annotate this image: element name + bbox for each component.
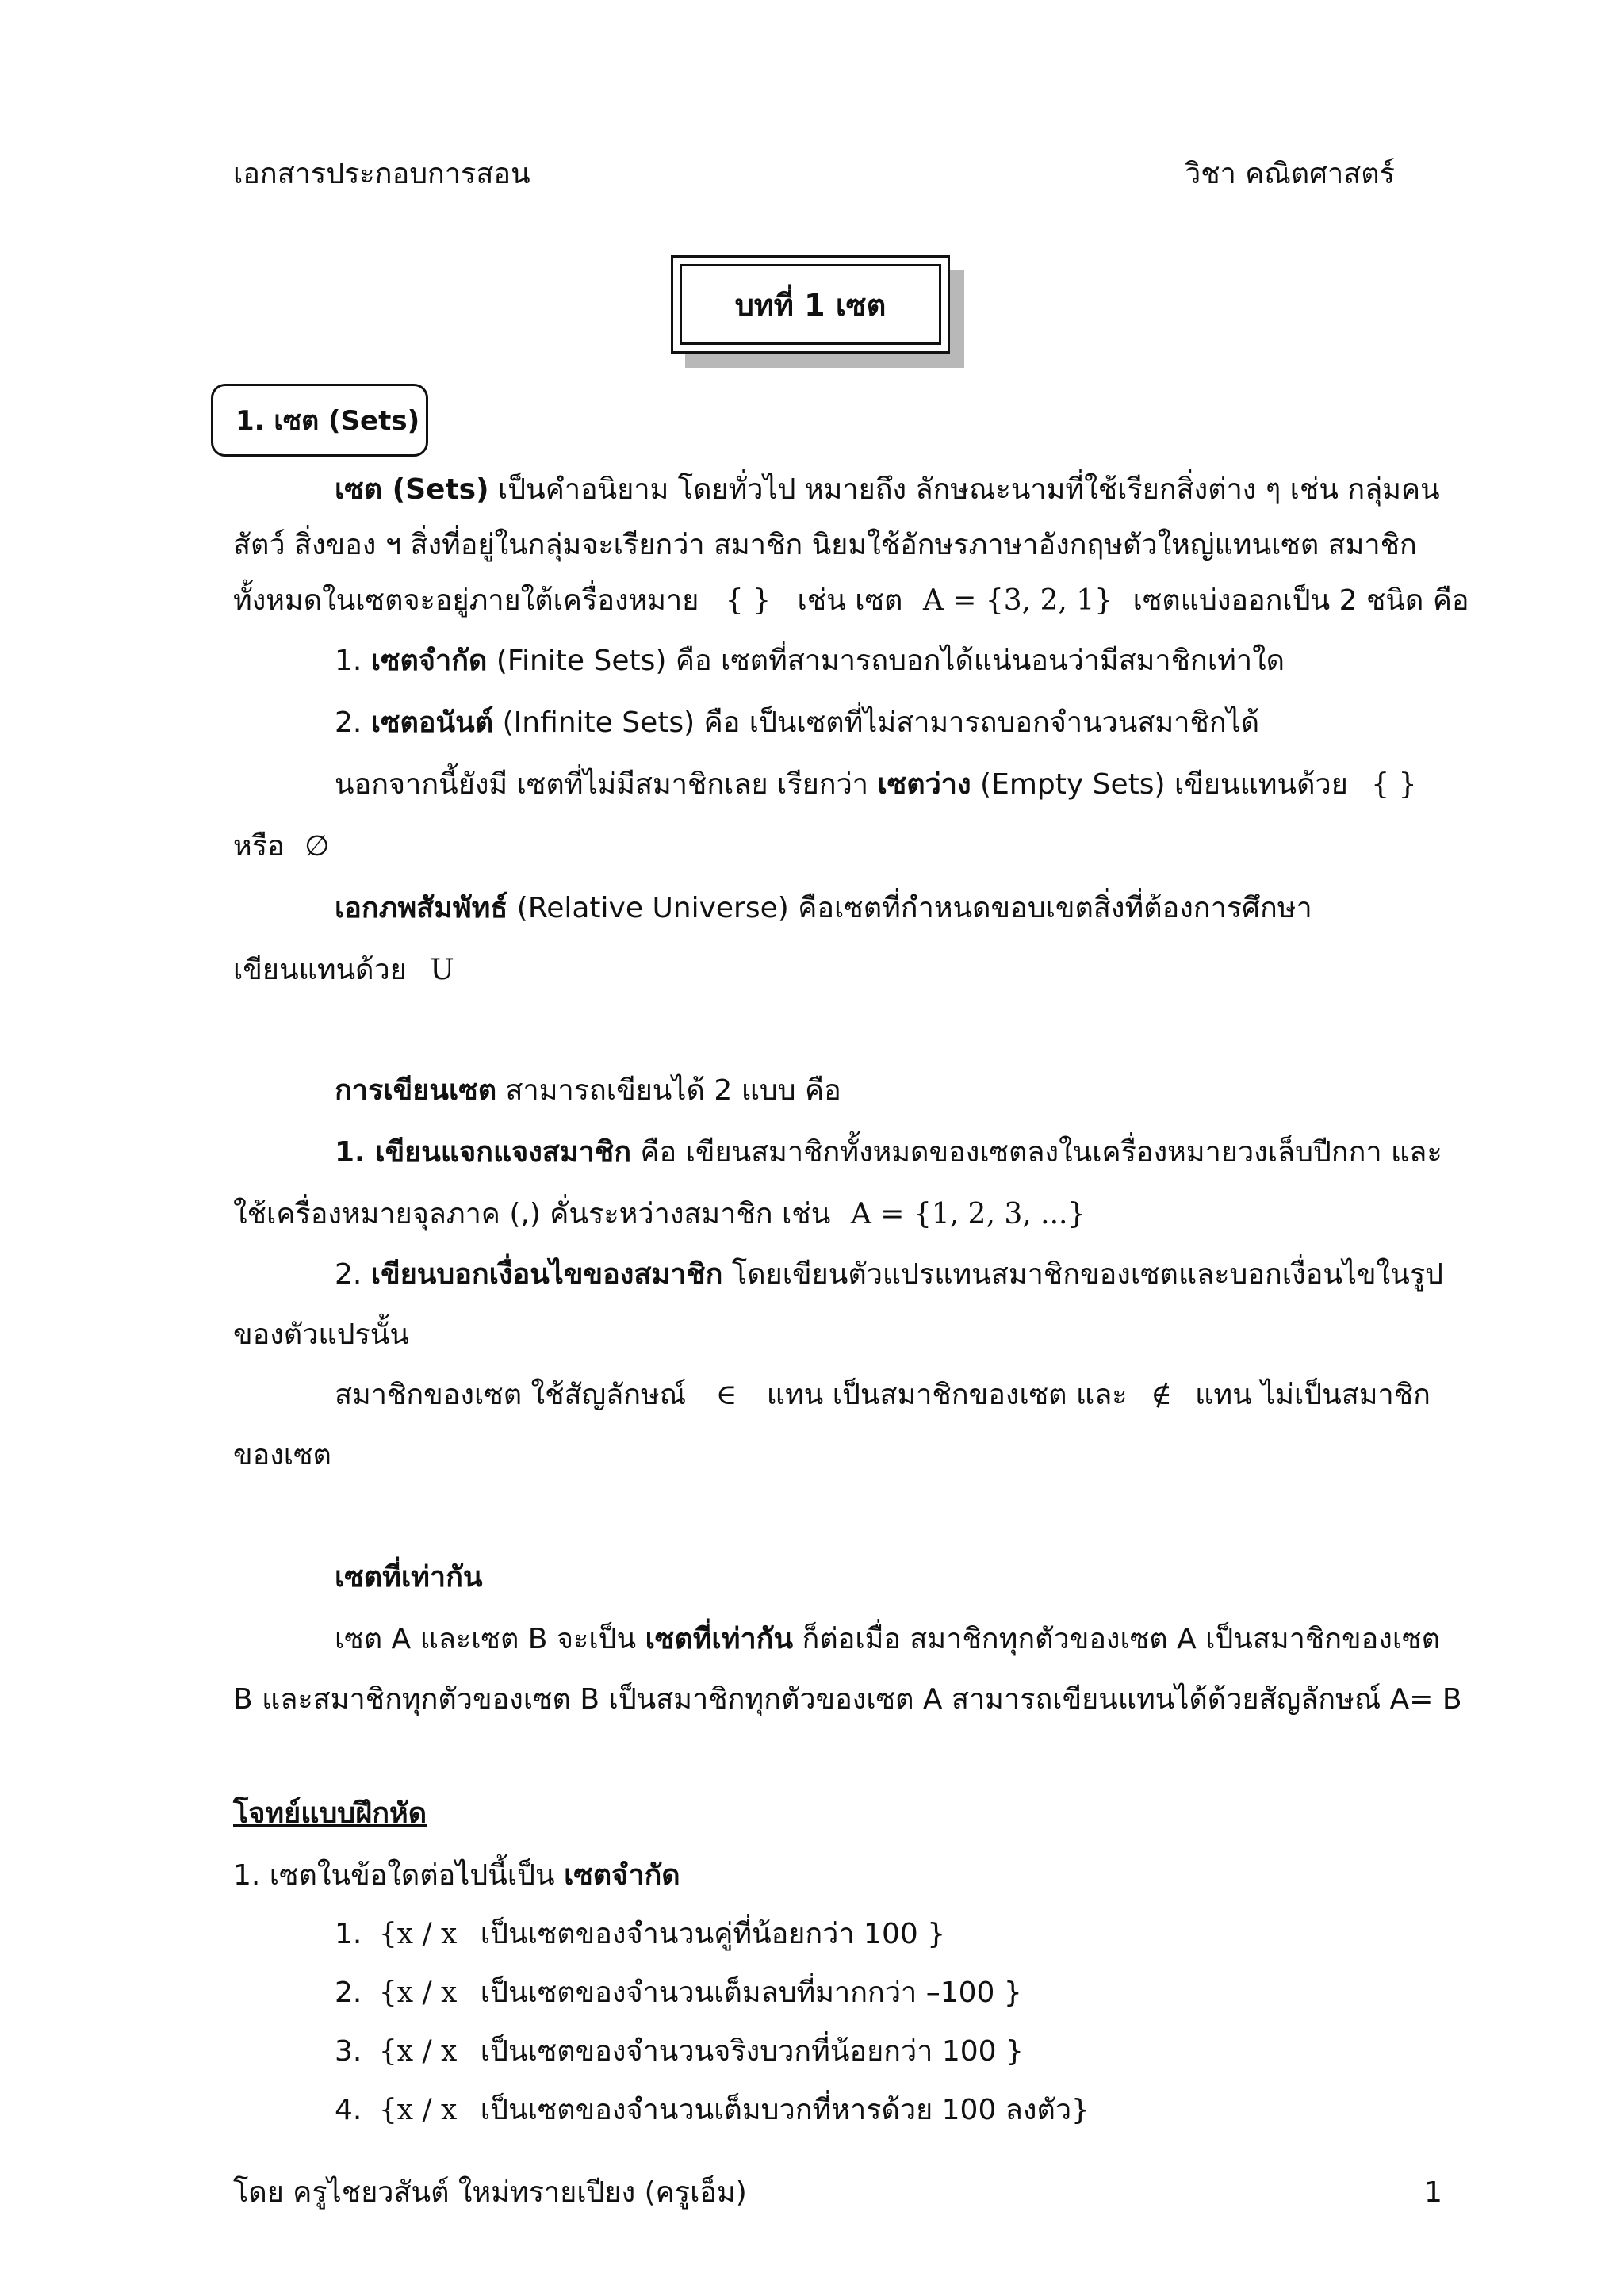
membership-text-b: แทน เป็นสมาชิกของเซต และ [766,1379,1128,1411]
infinite-set-line [335,704,1259,742]
def-line-3a: ทั้งหมดในเซตจะอยู่ภายใต้เครื่องหมาย [233,584,699,617]
option-num: 1. [335,1918,362,1950]
section-title: 1. เซต (Sets) [236,405,420,437]
method-2-text: โดยเขียนตัวแปรแทนสมาชิกของเซตและบอกเงื่อนไขในรูป [722,1258,1444,1291]
empty-or: หรือ [233,830,285,863]
not-element-of-symbol: ∉ [1151,1379,1172,1411]
universe-line-2 [233,951,454,989]
option-math: {x / x [378,2035,458,2068]
equal-text-b: ก็ต่อเมื่อ สมาชิกทุกตัวของเซต A เป็นสมาชิกของเซต [793,1623,1440,1655]
method-1-line [335,1134,1442,1172]
footer-author: โดย ครูไชยวสันต์ ใหม่ทรายเปียง (ครูเอ็ม) [233,2176,747,2209]
membership-line-2: ของเซต [233,1439,331,1471]
option-2 [335,1974,1022,2012]
empty-text-b: (Empty Sets) เขียนแทนด้วย [971,768,1348,801]
infinite-term: เซตอนันต์ [370,706,494,739]
equal-line-1 [335,1621,1440,1659]
def-term: เซต (Sets) [335,473,489,506]
writing-term: การเขียนเซต [335,1074,497,1107]
option-math: {x / x [378,2094,458,2126]
empty-text-a: นอกจากนี้ยังมี เซตที่ไม่มีสมาชิกเลย เรียกว่า [335,768,878,801]
def-line-3 [233,582,1469,620]
infinite-num: 2. [335,706,371,739]
option-text: เป็นเซตของจำนวนเต็มบวกที่หารด้วย 100 ลงตัว} [480,2094,1090,2126]
option-math: {x / x [378,1918,458,1950]
empty-set-symbol: ∅ [304,830,330,863]
chapter-box-inner [680,264,941,345]
method-1-text: คือ เขียนสมาชิกทั้งหมดของเซตลงในเครื่องหมายวงเล็บปีกกา และ [631,1136,1442,1169]
braces-symbol: { } [725,584,772,617]
membership-text-a: สมาชิกของเซต ใช้สัญลักษณ์ [335,1379,687,1411]
finite-text: (Finite Sets) คือ เซตที่สามารถบอกได้แน่นอนว่ามีสมาชิกเท่าใด [487,645,1285,677]
finite-term: เซตจำกัด [370,645,488,677]
element-of-symbol: ∈ [715,1379,737,1411]
finite-num: 1. [335,645,371,677]
def-line-2: สัตว์ สิ่งของ ฯ สิ่งที่อยู่ในกลุ่มจะเรียกว่า สมาชิก นิยมใช้อักษรภาษาอังกฤษตัวใหญ่แทนเซต สมาชิก [233,529,1417,561]
equal-term: เซตที่เท่ากัน [645,1623,794,1655]
option-text: เป็นเซตของจำนวนจริงบวกที่น้อยกว่า 100 } [480,2035,1024,2068]
empty-braces: { } [1371,768,1417,801]
option-text: เป็นเซตของจำนวนเต็มลบที่มากกว่า –100 } [480,1976,1022,2009]
membership-line [335,1376,1431,1414]
universe-text: (Relative Universe) คือเซตที่กำหนดขอบเขตสิ่งที่ต้องการศึกษา [508,892,1312,924]
universe-symbol: U [430,954,454,986]
infinite-text: (Infinite Sets) คือ เป็นเซตที่ไม่สามารถบอกจำนวนสมาชิกได้ [493,706,1260,739]
header-left: เอกสารประกอบการสอน [233,158,530,190]
option-num: 2. [335,1976,362,2009]
equal-text-a: เซต A และเซต B จะเป็น [335,1623,645,1655]
universe-term: เอกภพสัมพัทธ์ [335,892,508,924]
writing-heading [335,1072,841,1110]
option-text: เป็นเซตของจำนวนคู่ที่น้อยกว่า 100 } [480,1918,946,1950]
method-2-term: เขียนบอกเงื่อนไขของสมาชิก [370,1258,723,1291]
def-text: เป็นคำอนิยาม โดยทั่วไป หมายถึง ลักษณะนามที่ใช้เรียกสิ่งต่าง ๆ เช่น กลุ่มคน [488,473,1440,506]
option-math: {x / x [378,1976,458,2009]
option-3 [335,2033,1024,2071]
method-1-example: A = {1, 2, 3, ...} [850,1198,1086,1230]
question-1 [233,1857,680,1895]
option-4 [335,2091,1090,2130]
method-1-text-2: ใช้เครื่องหมายจุลภาค (,) คั่นระหว่างสมาชิก เช่น [233,1198,831,1230]
def-line-3b: เช่น เซต [797,584,903,617]
method-2-num: 2. [335,1258,371,1291]
empty-set-line-2 [233,828,330,866]
set-example: A = {3, 2, 1} [922,584,1113,617]
def-line-3c: เซตแบ่งออกเป็น 2 ชนิด คือ [1132,584,1469,617]
option-num: 4. [335,2094,362,2126]
method-2-line [335,1256,1443,1294]
finite-set-line [335,642,1285,680]
empty-term: เซตว่าง [877,768,971,801]
question-1-text: 1. เซตในข้อใดต่อไปนี้เป็น [233,1859,565,1892]
chapter-title: บทที่ 1 เซต [734,287,887,323]
equal-heading-text: เซตที่เท่ากัน [335,1561,483,1594]
exercise-heading [233,1795,427,1833]
option-1 [335,1915,945,1954]
option-num: 3. [335,2035,362,2068]
page-number: 1 [1424,2176,1442,2209]
question-1-term: เซตจำกัด [564,1859,680,1892]
chapter-box [671,255,950,354]
writing-text: สามารถเขียนได้ 2 แบบ คือ [496,1074,841,1107]
section-title-box [211,384,428,457]
membership-text-c: แทน ไม่เป็นสมาชิก [1195,1379,1431,1411]
empty-set-line [335,766,1417,804]
header-right: วิชา คณิตศาสตร์ [1185,158,1395,190]
equal-line-2: B และสมาชิกทุกตัวของเซต B เป็นสมาชิกทุกตัวของเซต A สามารถเขียนแทนได้ด้วยสัญลักษณ์ A= B [233,1683,1462,1716]
method-1-term: 1. เขียนแจกแจงสมาชิก [335,1136,631,1169]
def-line-1 [335,471,1440,509]
universe-line [335,890,1312,928]
equal-heading [335,1559,483,1597]
method-1-line-2 [233,1196,1086,1234]
method-2-line-2: ของตัวแปรนั้น [233,1318,410,1351]
universe-text-2: เขียนแทนด้วย [233,954,407,986]
exercise-heading-text: โจทย์แบบฝึกหัด [233,1797,427,1830]
